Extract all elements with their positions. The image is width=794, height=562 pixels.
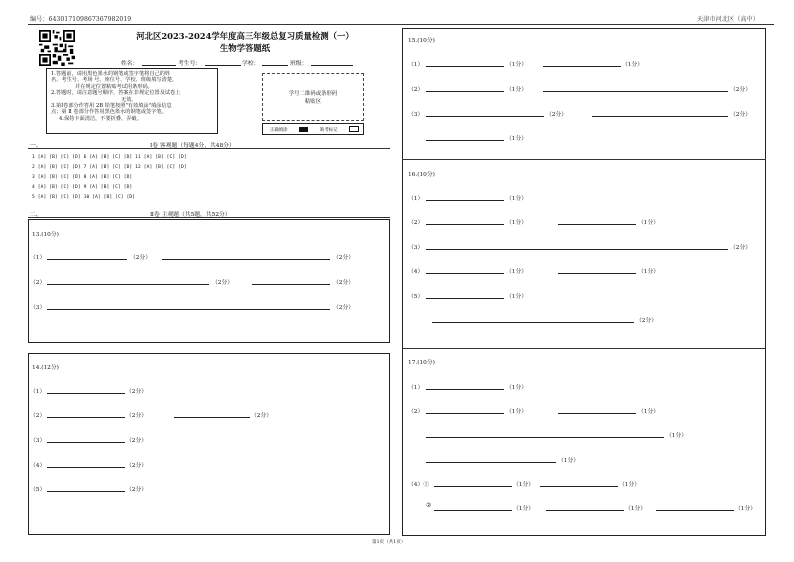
q14-answer2b-line[interactable] — [174, 417, 250, 418]
q15-score1: （1分） — [506, 62, 528, 68]
right-column-frame — [402, 28, 766, 536]
instruction-line: 4.保持卡面清洁，不要折叠、弄破。 — [59, 115, 142, 122]
fill-legend — [262, 123, 364, 135]
q17-score3: （1分） — [666, 433, 688, 439]
q17-answer6b-line[interactable] — [546, 510, 624, 511]
q17-answer5b-line[interactable] — [540, 486, 618, 487]
q16-answer2b-line[interactable] — [558, 224, 636, 225]
section2-title: Ⅱ卷 主观题（共5题，共52分） — [150, 212, 231, 218]
q15-divider — [402, 159, 766, 160]
instruction-line: 点；第 Ⅱ 卷部分作答用黑色墨水的钢笔或签字笔。 — [51, 109, 167, 116]
q17-score6b: （1分） — [625, 506, 647, 512]
q16-score4: （1分） — [506, 269, 528, 275]
q17-part2-label: （2） — [408, 409, 424, 415]
q15-score1b: （1分） — [622, 62, 644, 68]
q14-answer3-line[interactable] — [47, 442, 125, 443]
q15-part1-label: （1） — [408, 62, 424, 68]
exam-no-label: 考生号： — [178, 61, 202, 67]
q15-score3: （2分） — [546, 112, 568, 118]
q17-part4b-label: ② — [426, 503, 432, 509]
q14-score5: （2分） — [126, 487, 148, 493]
q17-title: 17.(10分) — [408, 360, 435, 366]
q14-part5-label: （5） — [30, 487, 46, 493]
q17-score2b: （1分） — [638, 409, 660, 415]
section1-rule — [28, 148, 390, 149]
q16-title: 16.(10分) — [408, 172, 435, 178]
q17-answer5-line[interactable] — [434, 486, 512, 487]
q17-answer6-line[interactable] — [434, 510, 512, 511]
q15-part3-label: （3） — [408, 112, 424, 118]
q16-answer2-line[interactable] — [426, 224, 504, 225]
q17-part1-label: （1） — [408, 385, 424, 391]
q13-answer1-line[interactable] — [47, 259, 127, 260]
q14-answer4-line[interactable] — [47, 467, 125, 468]
q15-answer3b-line[interactable] — [592, 116, 728, 117]
q16-score3: （2分） — [730, 245, 752, 251]
q15-score4: （1分） — [506, 136, 528, 142]
name-label: 姓名： — [121, 61, 139, 67]
instruction-line: 3.第Ⅰ卷部分作答用 2B 铅笔按照"有效填涂"填涂信息 — [51, 103, 172, 110]
q16-score6: （2分） — [636, 318, 658, 324]
q13-answer2b-line[interactable] — [252, 284, 330, 285]
choice-row[interactable]: 3 [A] [B] [C] [D] 8 [A] [B] [C] [D] — [32, 175, 133, 180]
q16-part2-label: （2） — [408, 220, 424, 226]
q16-part3-label: （3） — [408, 245, 424, 251]
q15-part2-label: （2） — [408, 87, 424, 93]
instruction-line: 1.答题前，请用黑色墨水的钢笔或签字笔将自己的姓 — [51, 71, 171, 77]
q17-answer2b-line[interactable] — [558, 413, 636, 414]
q13-title: 13.(10分) — [32, 232, 59, 238]
q17-answer4-line[interactable] — [426, 462, 556, 463]
section1-title: Ⅰ卷 客观题（每题4分，共48分） — [150, 143, 235, 149]
qr-code-icon — [38, 30, 76, 66]
q13-score1: （2分） — [130, 255, 152, 261]
q15-score3b: （2分） — [730, 112, 752, 118]
q15-answer1-line[interactable] — [426, 66, 504, 67]
absent-mark-label: 缺考标记 — [320, 128, 338, 133]
q14-answer1-line[interactable] — [47, 393, 125, 394]
instruction-line: 2.答题时，请注意题号顺序，答案在非规定位置及试卷上 — [51, 90, 181, 97]
header-rule — [28, 24, 774, 25]
q17-part4-label: （4）① — [408, 482, 430, 488]
q17-answer3-line[interactable] — [426, 437, 664, 438]
q13-score2: （2分） — [212, 280, 234, 286]
q14-score2b: （2分） — [251, 413, 273, 419]
choice-row[interactable]: 4 [A] [B] [C] [D] 9 [A] [B] [C] [D] — [32, 185, 133, 190]
q16-answer4b-line[interactable] — [558, 273, 636, 274]
q16-score5: （1分） — [506, 294, 528, 300]
q14-score1: （2分） — [126, 389, 148, 395]
q13-part2-label: （2） — [30, 280, 46, 286]
page-number: 第1页（共1页） — [372, 540, 406, 545]
q17-score5: （1分） — [513, 482, 535, 488]
q16-score4b: （1分） — [638, 269, 660, 275]
q13-part1-label: （1） — [30, 255, 46, 261]
q15-answer2-line[interactable] — [426, 91, 504, 92]
q15-answer3-line[interactable] — [426, 116, 544, 117]
instruction-line: 并在规定位置粘贴考试用条形码。 — [75, 83, 153, 90]
q14-part3-label: （3） — [30, 438, 46, 444]
q17-score1: （1分） — [506, 385, 528, 391]
barcode-label: 学号二维码或条形码 — [288, 91, 338, 97]
q14-score2: （2分） — [126, 413, 148, 419]
q13-score2b: （2分） — [333, 280, 355, 286]
exam-no-field[interactable] — [205, 65, 241, 66]
q17-answer6c-line[interactable] — [656, 510, 734, 511]
school-label: 学校： — [242, 61, 260, 67]
q13-answer2-line[interactable] — [47, 284, 209, 285]
q14-part4-label: （4） — [30, 463, 46, 469]
q16-score2b: （1分） — [638, 220, 660, 226]
class-label: 班级： — [290, 61, 308, 67]
section1-number: 一、 — [30, 143, 42, 149]
q14-part1-label: （1） — [30, 389, 46, 395]
class-field[interactable] — [311, 65, 353, 66]
q15-title: 15.(10分) — [408, 38, 435, 44]
section2-number: 二、 — [30, 212, 42, 218]
q15-answer1b-line[interactable] — [543, 66, 621, 67]
barcode-paste-area[interactable] — [262, 73, 364, 121]
q13-score3: （2分） — [333, 305, 355, 311]
q14-part2-label: （2） — [30, 413, 46, 419]
q14-answer5-line[interactable] — [47, 491, 125, 492]
instructions-box — [46, 68, 218, 134]
q14-title: 14.(12分) — [32, 365, 59, 371]
instruction-line: 无效。 — [121, 96, 137, 103]
q17-answer2-line[interactable] — [426, 413, 504, 414]
name-field[interactable] — [142, 65, 176, 66]
q14-box — [28, 353, 390, 535]
q13-score1b: （2分） — [333, 255, 355, 261]
absent-mark-checkbox[interactable] — [349, 126, 359, 132]
q14-answer2-line[interactable] — [47, 417, 125, 418]
q13-part3-label: （3） — [30, 305, 46, 311]
sheet-title: 生物学答题纸 — [219, 43, 271, 53]
q16-part5-label: （5） — [408, 294, 424, 300]
correct-fill-label: 正确填涂 — [270, 128, 288, 133]
choice-row[interactable]: 5 [A] [B] [C] [D] 10 [A] [B] [C] [D] — [32, 195, 136, 200]
q16-answer4-line[interactable] — [426, 273, 504, 274]
q17-score4: （1分） — [558, 458, 580, 464]
q14-score3: （2分） — [126, 438, 148, 444]
q17-answer1-line[interactable] — [426, 389, 504, 390]
q16-answer3-line[interactable] — [426, 249, 728, 250]
q16-answer6-line[interactable] — [432, 322, 634, 323]
school-field[interactable] — [262, 65, 288, 66]
q13-answer3-line[interactable] — [47, 309, 330, 310]
exam-title: 河北区2023-2024学年度高三年级总复习质量检测（一） — [136, 31, 354, 41]
q17-score6: （1分） — [513, 506, 535, 512]
instruction-line: 名、考生号、考场 号、座位号、学校、班级填写清楚， — [51, 77, 178, 84]
q15-answer2b-line[interactable] — [543, 91, 728, 92]
section2-rule — [28, 217, 390, 218]
q16-part1-label: （1） — [408, 196, 424, 202]
q15-score2: （1分） — [506, 87, 528, 93]
q14-score4: （2分） — [126, 463, 148, 469]
q17-score2: （1分） — [506, 409, 528, 415]
q17-score5b: （1分） — [619, 482, 641, 488]
q16-divider — [402, 348, 766, 349]
q15-score2b: （2分） — [730, 87, 752, 93]
q17-score6c: （1分） — [735, 506, 757, 512]
choice-row[interactable]: 1 [A] [B] [C] [D] 6 [A] [B] [C] [D] 11 [A] [B] [C] [D] — [32, 155, 187, 160]
barcode-sublabel: 粘贴区 — [304, 99, 322, 105]
correct-fill-swatch — [299, 127, 308, 132]
q16-score2: （1分） — [506, 220, 528, 226]
q16-answer1-line[interactable] — [426, 200, 504, 201]
q15-answer4-line[interactable] — [426, 140, 504, 141]
q13-answer1b-line[interactable] — [162, 259, 330, 260]
q16-score1: （1分） — [506, 196, 528, 202]
q16-answer5-line[interactable] — [426, 298, 504, 299]
serial-number: 编号：6430171098673679820​19 — [30, 16, 132, 23]
q16-part4-label: （4） — [408, 269, 424, 275]
choice-row[interactable]: 2 [A] [B] [C] [D] 7 [A] [B] [C] [D] 12 [A] [B] [C] [D] — [32, 165, 187, 170]
region-label: 天津市河北区（高中） — [697, 16, 759, 23]
